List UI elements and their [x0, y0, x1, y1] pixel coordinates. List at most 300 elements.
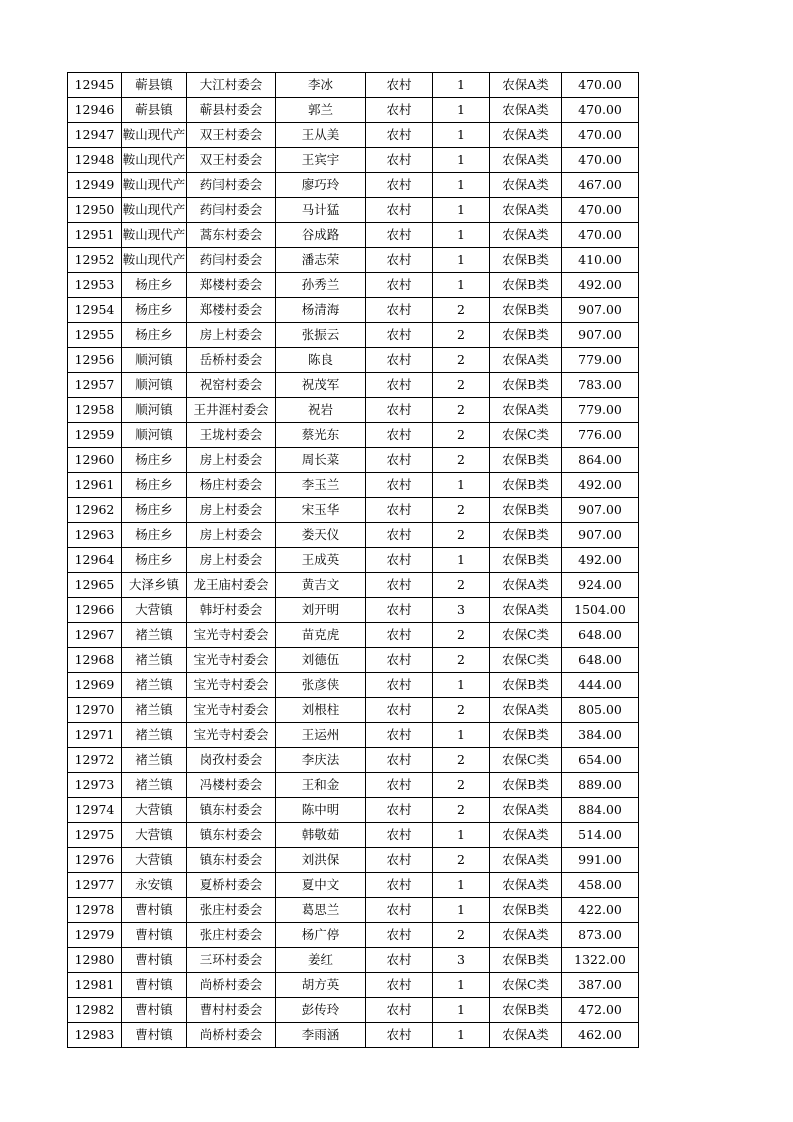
person-name-cell: 宋玉华	[276, 498, 366, 523]
insurance-category-cell: 农保C类	[490, 423, 562, 448]
person-name-cell: 杨清海	[276, 298, 366, 323]
person-name-cell: 陈中明	[276, 798, 366, 823]
table-row	[68, 873, 639, 898]
township-cell: 曹村镇	[122, 1023, 187, 1048]
table-row	[68, 373, 639, 398]
insurance-category-cell: 农保A类	[490, 1023, 562, 1048]
amount-cell: 384.00	[562, 723, 639, 748]
amount-cell: 907.00	[562, 323, 639, 348]
record-id-cell: 12980	[68, 948, 122, 973]
member-count-cell: 2	[433, 398, 490, 423]
record-id-cell: 12955	[68, 323, 122, 348]
table-row	[68, 323, 639, 348]
amount-cell: 492.00	[562, 473, 639, 498]
village-committee-cell: 双王村委会	[187, 123, 276, 148]
household-type-cell: 农村	[366, 173, 433, 198]
table-row	[68, 448, 639, 473]
table-row	[68, 923, 639, 948]
table-row	[68, 123, 639, 148]
member-count-cell: 1	[433, 73, 490, 98]
record-id-cell: 12948	[68, 148, 122, 173]
amount-cell: 492.00	[562, 548, 639, 573]
village-committee-cell: 宝光寺村委会	[187, 723, 276, 748]
insurance-category-cell: 农保B类	[490, 323, 562, 348]
table-row	[68, 198, 639, 223]
township-cell: 曹村镇	[122, 948, 187, 973]
roster-body	[68, 73, 639, 1048]
record-id-cell: 12976	[68, 848, 122, 873]
village-committee-cell: 房上村委会	[187, 448, 276, 473]
household-type-cell: 农村	[366, 623, 433, 648]
insurance-category-cell: 农保B类	[490, 298, 562, 323]
household-type-cell: 农村	[366, 348, 433, 373]
person-name-cell: 马计猛	[276, 198, 366, 223]
township-cell: 蕲县镇	[122, 73, 187, 98]
township-cell: 鞍山现代产	[122, 198, 187, 223]
amount-cell: 648.00	[562, 648, 639, 673]
member-count-cell: 2	[433, 498, 490, 523]
village-committee-cell: 岳桥村委会	[187, 348, 276, 373]
household-type-cell: 农村	[366, 298, 433, 323]
member-count-cell: 2	[433, 848, 490, 873]
member-count-cell: 1	[433, 548, 490, 573]
amount-cell: 654.00	[562, 748, 639, 773]
person-name-cell: 彭传玲	[276, 998, 366, 1023]
township-cell: 顺河镇	[122, 348, 187, 373]
amount-cell: 470.00	[562, 123, 639, 148]
record-id-cell: 12981	[68, 973, 122, 998]
household-type-cell: 农村	[366, 873, 433, 898]
township-cell: 曹村镇	[122, 898, 187, 923]
household-type-cell: 农村	[366, 473, 433, 498]
table-row	[68, 1023, 639, 1048]
household-type-cell: 农村	[366, 123, 433, 148]
record-id-cell: 12974	[68, 798, 122, 823]
household-type-cell: 农村	[366, 223, 433, 248]
amount-cell: 387.00	[562, 973, 639, 998]
insurance-category-cell: 农保B类	[490, 523, 562, 548]
township-cell: 顺河镇	[122, 373, 187, 398]
member-count-cell: 2	[433, 523, 490, 548]
amount-cell: 470.00	[562, 98, 639, 123]
village-committee-cell: 岗孜村委会	[187, 748, 276, 773]
amount-cell: 1504.00	[562, 598, 639, 623]
insurance-category-cell: 农保B类	[490, 498, 562, 523]
township-cell: 鞍山现代产	[122, 223, 187, 248]
table-row	[68, 848, 639, 873]
amount-cell: 470.00	[562, 223, 639, 248]
person-name-cell: 葛思兰	[276, 898, 366, 923]
insurance-category-cell: 农保A类	[490, 598, 562, 623]
member-count-cell: 2	[433, 923, 490, 948]
insurance-category-cell: 农保A类	[490, 698, 562, 723]
village-committee-cell: 祝窑村委会	[187, 373, 276, 398]
member-count-cell: 3	[433, 598, 490, 623]
insurance-category-cell: 农保A类	[490, 73, 562, 98]
table-row	[68, 548, 639, 573]
village-committee-cell: 张庄村委会	[187, 898, 276, 923]
record-id-cell: 12979	[68, 923, 122, 948]
household-type-cell: 农村	[366, 73, 433, 98]
insurance-category-cell: 农保B类	[490, 773, 562, 798]
village-committee-cell: 尚桥村委会	[187, 973, 276, 998]
person-name-cell: 杨广停	[276, 923, 366, 948]
township-cell: 永安镇	[122, 873, 187, 898]
record-id-cell: 12964	[68, 548, 122, 573]
household-type-cell: 农村	[366, 398, 433, 423]
table-row	[68, 98, 639, 123]
household-type-cell: 农村	[366, 423, 433, 448]
amount-cell: 779.00	[562, 398, 639, 423]
amount-cell: 470.00	[562, 73, 639, 98]
member-count-cell: 1	[433, 873, 490, 898]
household-type-cell: 农村	[366, 823, 433, 848]
person-name-cell: 夏中文	[276, 873, 366, 898]
township-cell: 大营镇	[122, 798, 187, 823]
person-name-cell: 姜红	[276, 948, 366, 973]
insurance-category-cell: 农保C类	[490, 623, 562, 648]
insurance-category-cell: 农保A类	[490, 348, 562, 373]
record-id-cell: 12973	[68, 773, 122, 798]
household-type-cell: 农村	[366, 323, 433, 348]
record-id-cell: 12975	[68, 823, 122, 848]
table-row	[68, 673, 639, 698]
township-cell: 褚兰镇	[122, 623, 187, 648]
insurance-category-cell: 农保A类	[490, 173, 562, 198]
record-id-cell: 12956	[68, 348, 122, 373]
person-name-cell: 郭兰	[276, 98, 366, 123]
amount-cell: 462.00	[562, 1023, 639, 1048]
record-id-cell: 12951	[68, 223, 122, 248]
township-cell: 大营镇	[122, 823, 187, 848]
member-count-cell: 1	[433, 473, 490, 498]
household-type-cell: 农村	[366, 1023, 433, 1048]
amount-cell: 444.00	[562, 673, 639, 698]
village-committee-cell: 宝光寺村委会	[187, 673, 276, 698]
township-cell: 杨庄乡	[122, 473, 187, 498]
insurance-category-cell: 农保B类	[490, 273, 562, 298]
amount-cell: 648.00	[562, 623, 639, 648]
household-type-cell: 农村	[366, 523, 433, 548]
member-count-cell: 1	[433, 973, 490, 998]
person-name-cell: 李雨涵	[276, 1023, 366, 1048]
insurance-category-cell: 农保A类	[490, 223, 562, 248]
record-id-cell: 12982	[68, 998, 122, 1023]
village-committee-cell: 镇东村委会	[187, 848, 276, 873]
insurance-category-cell: 农保B类	[490, 548, 562, 573]
household-type-cell: 农村	[366, 698, 433, 723]
member-count-cell: 1	[433, 898, 490, 923]
person-name-cell: 刘开明	[276, 598, 366, 623]
township-cell: 杨庄乡	[122, 498, 187, 523]
township-cell: 褚兰镇	[122, 748, 187, 773]
insurance-category-cell: 农保B类	[490, 898, 562, 923]
village-committee-cell: 杨庄村委会	[187, 473, 276, 498]
person-name-cell: 张振云	[276, 323, 366, 348]
member-count-cell: 2	[433, 798, 490, 823]
township-cell: 曹村镇	[122, 973, 187, 998]
member-count-cell: 1	[433, 1023, 490, 1048]
record-id-cell: 12967	[68, 623, 122, 648]
household-type-cell: 农村	[366, 798, 433, 823]
insurance-category-cell: 农保B类	[490, 723, 562, 748]
township-cell: 褚兰镇	[122, 698, 187, 723]
household-type-cell: 农村	[366, 498, 433, 523]
person-name-cell: 王从美	[276, 123, 366, 148]
member-count-cell: 2	[433, 623, 490, 648]
table-row	[68, 648, 639, 673]
table-row	[68, 173, 639, 198]
member-count-cell: 2	[433, 773, 490, 798]
table-row	[68, 248, 639, 273]
table-row	[68, 223, 639, 248]
township-cell: 鞍山现代产	[122, 248, 187, 273]
person-name-cell: 陈良	[276, 348, 366, 373]
record-id-cell: 12971	[68, 723, 122, 748]
member-count-cell: 2	[433, 648, 490, 673]
township-cell: 褚兰镇	[122, 773, 187, 798]
table-row	[68, 698, 639, 723]
record-id-cell: 12960	[68, 448, 122, 473]
amount-cell: 907.00	[562, 523, 639, 548]
township-cell: 曹村镇	[122, 923, 187, 948]
township-cell: 鞍山现代产	[122, 173, 187, 198]
amount-cell: 492.00	[562, 273, 639, 298]
member-count-cell: 2	[433, 298, 490, 323]
household-type-cell: 农村	[366, 648, 433, 673]
insurance-category-cell: 农保B类	[490, 998, 562, 1023]
insurance-category-cell: 农保A类	[490, 573, 562, 598]
insurance-category-cell: 农保A类	[490, 923, 562, 948]
insurance-category-cell: 农保B类	[490, 373, 562, 398]
household-type-cell: 农村	[366, 273, 433, 298]
township-cell: 杨庄乡	[122, 523, 187, 548]
village-committee-cell: 曹村村委会	[187, 998, 276, 1023]
table-row	[68, 898, 639, 923]
table-row	[68, 73, 639, 98]
table-row	[68, 473, 639, 498]
amount-cell: 907.00	[562, 298, 639, 323]
member-count-cell: 1	[433, 248, 490, 273]
village-committee-cell: 王垅村委会	[187, 423, 276, 448]
person-name-cell: 蔡光东	[276, 423, 366, 448]
roster-table	[67, 72, 639, 1048]
table-row	[68, 798, 639, 823]
township-cell: 顺河镇	[122, 398, 187, 423]
record-id-cell: 12952	[68, 248, 122, 273]
household-type-cell: 农村	[366, 723, 433, 748]
table-row	[68, 823, 639, 848]
person-name-cell: 黄吉文	[276, 573, 366, 598]
amount-cell: 907.00	[562, 498, 639, 523]
amount-cell: 864.00	[562, 448, 639, 473]
record-id-cell: 12968	[68, 648, 122, 673]
member-count-cell: 2	[433, 698, 490, 723]
township-cell: 杨庄乡	[122, 273, 187, 298]
table-row	[68, 623, 639, 648]
village-committee-cell: 王井涯村委会	[187, 398, 276, 423]
household-type-cell: 农村	[366, 848, 433, 873]
record-id-cell: 12946	[68, 98, 122, 123]
table-row	[68, 998, 639, 1023]
member-count-cell: 1	[433, 123, 490, 148]
record-id-cell: 12958	[68, 398, 122, 423]
record-id-cell: 12947	[68, 123, 122, 148]
table-row	[68, 748, 639, 773]
person-name-cell: 廖巧玲	[276, 173, 366, 198]
member-count-cell: 1	[433, 223, 490, 248]
person-name-cell: 刘洪保	[276, 848, 366, 873]
village-committee-cell: 镇东村委会	[187, 823, 276, 848]
amount-cell: 410.00	[562, 248, 639, 273]
record-id-cell: 12961	[68, 473, 122, 498]
record-id-cell: 12965	[68, 573, 122, 598]
member-count-cell: 2	[433, 348, 490, 373]
amount-cell: 884.00	[562, 798, 639, 823]
household-type-cell: 农村	[366, 948, 433, 973]
person-name-cell: 王和金	[276, 773, 366, 798]
table-row	[68, 523, 639, 548]
insurance-category-cell: 农保A类	[490, 798, 562, 823]
household-type-cell: 农村	[366, 673, 433, 698]
village-committee-cell: 郑楼村委会	[187, 273, 276, 298]
household-type-cell: 农村	[366, 973, 433, 998]
table-row	[68, 423, 639, 448]
member-count-cell: 1	[433, 173, 490, 198]
household-type-cell: 农村	[366, 248, 433, 273]
township-cell: 大泽乡镇	[122, 573, 187, 598]
insurance-category-cell: 农保B类	[490, 248, 562, 273]
person-name-cell: 苗克虎	[276, 623, 366, 648]
person-name-cell: 祝岩	[276, 398, 366, 423]
township-cell: 褚兰镇	[122, 648, 187, 673]
household-type-cell: 农村	[366, 373, 433, 398]
village-committee-cell: 药闫村委会	[187, 248, 276, 273]
record-id-cell: 12972	[68, 748, 122, 773]
member-count-cell: 2	[433, 323, 490, 348]
record-id-cell: 12977	[68, 873, 122, 898]
insurance-category-cell: 农保A类	[490, 873, 562, 898]
household-type-cell: 农村	[366, 148, 433, 173]
table-row	[68, 348, 639, 373]
amount-cell: 514.00	[562, 823, 639, 848]
record-id-cell: 12957	[68, 373, 122, 398]
household-type-cell: 农村	[366, 598, 433, 623]
table-row	[68, 298, 639, 323]
amount-cell: 470.00	[562, 148, 639, 173]
village-committee-cell: 蕲县村委会	[187, 98, 276, 123]
record-id-cell: 12945	[68, 73, 122, 98]
amount-cell: 924.00	[562, 573, 639, 598]
village-committee-cell: 夏桥村委会	[187, 873, 276, 898]
household-type-cell: 农村	[366, 98, 433, 123]
record-id-cell: 12969	[68, 673, 122, 698]
record-id-cell: 12953	[68, 273, 122, 298]
household-type-cell: 农村	[366, 923, 433, 948]
member-count-cell: 1	[433, 998, 490, 1023]
amount-cell: 776.00	[562, 423, 639, 448]
village-committee-cell: 韩圩村委会	[187, 598, 276, 623]
table-row	[68, 573, 639, 598]
insurance-category-cell: 农保B类	[490, 448, 562, 473]
person-name-cell: 孙秀兰	[276, 273, 366, 298]
amount-cell: 779.00	[562, 348, 639, 373]
table-row	[68, 773, 639, 798]
village-committee-cell: 药闫村委会	[187, 198, 276, 223]
village-committee-cell: 镇东村委会	[187, 798, 276, 823]
township-cell: 杨庄乡	[122, 323, 187, 348]
village-committee-cell: 郑楼村委会	[187, 298, 276, 323]
amount-cell: 889.00	[562, 773, 639, 798]
table-row	[68, 498, 639, 523]
village-committee-cell: 蒿东村委会	[187, 223, 276, 248]
township-cell: 大营镇	[122, 598, 187, 623]
record-id-cell: 12970	[68, 698, 122, 723]
insurance-category-cell: 农保A类	[490, 198, 562, 223]
household-type-cell: 农村	[366, 998, 433, 1023]
member-count-cell: 1	[433, 673, 490, 698]
record-id-cell: 12962	[68, 498, 122, 523]
township-cell: 杨庄乡	[122, 548, 187, 573]
township-cell: 蕲县镇	[122, 98, 187, 123]
person-name-cell: 王运州	[276, 723, 366, 748]
insurance-category-cell: 农保A类	[490, 398, 562, 423]
record-id-cell: 12983	[68, 1023, 122, 1048]
township-cell: 顺河镇	[122, 423, 187, 448]
member-count-cell: 2	[433, 373, 490, 398]
township-cell: 鞍山现代产	[122, 123, 187, 148]
person-name-cell: 韩敬茹	[276, 823, 366, 848]
person-name-cell: 王宾宇	[276, 148, 366, 173]
person-name-cell: 李庆法	[276, 748, 366, 773]
household-type-cell: 农村	[366, 748, 433, 773]
household-type-cell: 农村	[366, 198, 433, 223]
insurance-category-cell: 农保B类	[490, 473, 562, 498]
insurance-category-cell: 农保C类	[490, 648, 562, 673]
person-name-cell: 李玉兰	[276, 473, 366, 498]
table-row	[68, 723, 639, 748]
village-committee-cell: 双王村委会	[187, 148, 276, 173]
insurance-category-cell: 农保A类	[490, 823, 562, 848]
member-count-cell: 1	[433, 198, 490, 223]
member-count-cell: 2	[433, 448, 490, 473]
person-name-cell: 刘根柱	[276, 698, 366, 723]
village-committee-cell: 房上村委会	[187, 548, 276, 573]
village-committee-cell: 药闫村委会	[187, 173, 276, 198]
amount-cell: 991.00	[562, 848, 639, 873]
member-count-cell: 2	[433, 573, 490, 598]
member-count-cell: 1	[433, 98, 490, 123]
amount-cell: 783.00	[562, 373, 639, 398]
insurance-category-cell: 农保B类	[490, 673, 562, 698]
table-row	[68, 148, 639, 173]
amount-cell: 422.00	[562, 898, 639, 923]
village-committee-cell: 房上村委会	[187, 498, 276, 523]
household-type-cell: 农村	[366, 573, 433, 598]
village-committee-cell: 宝光寺村委会	[187, 623, 276, 648]
insurance-category-cell: 农保A类	[490, 848, 562, 873]
village-committee-cell: 三环村委会	[187, 948, 276, 973]
table-row	[68, 398, 639, 423]
table-row	[68, 273, 639, 298]
person-name-cell: 周长菜	[276, 448, 366, 473]
amount-cell: 470.00	[562, 198, 639, 223]
record-id-cell: 12963	[68, 523, 122, 548]
village-committee-cell: 房上村委会	[187, 523, 276, 548]
township-cell: 鞍山现代产	[122, 148, 187, 173]
member-count-cell: 1	[433, 148, 490, 173]
village-committee-cell: 尚桥村委会	[187, 1023, 276, 1048]
